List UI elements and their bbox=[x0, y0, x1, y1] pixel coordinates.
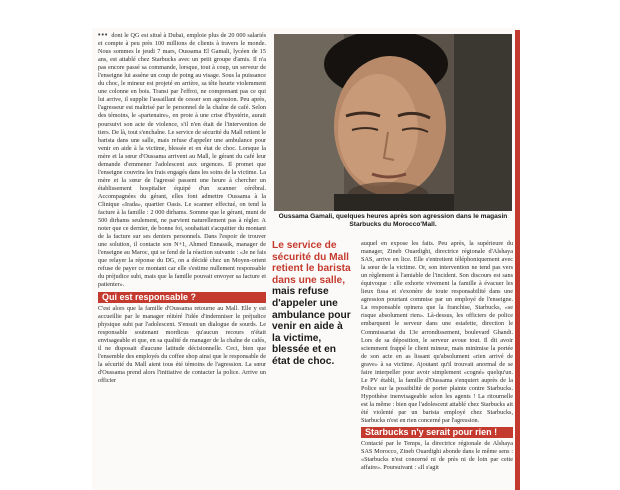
pull-quote-black: mais refuse d'appeler une ambulance pour venir en aide à la victime, blessée et en état de choc. bbox=[272, 286, 351, 367]
portrait-illustration bbox=[274, 34, 512, 211]
article-paragraph-3: auquel en expose les faits. Peu après, la supérieure du manager, Zineb Ouardighi, directrice régionale d'Alshaya SAS, arrive en lice. Elle s'entretient téléphoniquement avec la sœur de la victime. Or, son intervention ne tend pas vers un règlement à l'amiable de l'incident. Son discours est sans équivoque : elle exhorte vivement la famille à évacuer les lieux fissa et s'exonère de toute responsabilité dans une agression pourtant commise par un employé de l'enseigne. La responsable opinera que la franchise, Starbucks, «se risque absolument rien». Là-dessus, les officiers de police embarquent le serveur dans une estafette, direction le Commissariat du 13e arrondissement, boulevard Ghandi. Lors de sa déposition, le serveur avoue tout. Il dit avoir sciemment frappé le client mineur, mais minimise la portée de son acte en as lissant qu'absolument «rien arrivé de grave» à sa victime. Ajoutant qu'il trouvait anormal de se faire interpeller pour avoir simplement «cogné» quelqu'un. Le PV établi, la famille d'Oussama s'enquiert auprès de la Police sur la possibilité de porter plainte contre Starbucks. Hypothèse inenvisageable selon les agents ! La ritournelle est la même : bien que l'adolescent attablé chez Starbucks ait été violenté par un barista employé chez Starbucks, Starbucks n'est en rien concerné par l'agression. bbox=[361, 240, 513, 425]
pull-quote bbox=[272, 240, 354, 368]
continuation-dots: ••• bbox=[98, 32, 109, 39]
section-heading-responsible: Qui est responsable ? bbox=[98, 292, 266, 303]
pull-quote-red: Le service de sécurité du Mall retient le barista dans une salle, bbox=[272, 240, 351, 286]
section-heading-starbucks: Starbucks n'y serait pour rien ! bbox=[361, 427, 513, 438]
page-edge-accent bbox=[515, 30, 520, 490]
photo-caption: Oussama Gamali, quelques heures après son agression dans le magasin Starbucks du Morocco'Mall. bbox=[278, 213, 508, 228]
article-paragraph-4: Contacté par le Temps, la directrice régionale de Alshaya SAS Morocco, Zineb Ouardighi abonde dans le même sens : «Starbucks n'est concerné ni de près ni de loin par cette affaire». Poursuivant : «Il s'agit bbox=[361, 440, 513, 472]
article-paragraph bbox=[98, 32, 266, 290]
article-column-right bbox=[361, 240, 513, 488]
article-column-left bbox=[98, 32, 266, 488]
article-text-1: dont le QG est situé à Dubaï, emploie plus de 20 000 salariés et compte à peu près 100 millions de clients à travers le monde. Nous sommes le jeudi 7 mars, Oussama El Gamali, lycéen de 15 ans, est attablé chez Starbucks avec un petit groupe d'amis. Il n'a pas encore passé sa commande, lorsque, tout à coup, un serveur de l'enseigne lui assène un coup de poing au visage. Sous la puissance du choc, le mineur est projeté en arrière, sa tête heurte violemment une colonne en bois. Transi par l'effroi, ne comprenant pas ce qui lui arrive, il supplie l'assaillant de cesser son agression. Peu après, l'agresseur est maîtrisé par le personnel de la chaîne de café. Selon des témoins, le «partenaire», en proie à une crise d'hystérie, aurait poursuivi son acte de violence, s'il n'en était de l'intervention de tiers. De là, tout s'enchaîne. Le service de sécurité du Mall retient le barista dans une salle, mais refuse d'appeler une ambulance pour venir en aide à la victime, blessée et en état de choc. Lorsque la mère et la sœur d'Oussama arrivent au Mall, le gérant du café leur demande d'emmener l'adolescent aux urgences. Il promet que l'enseigne couvrira les frais engagés dans les soins de la victime. La mère et la sœur de l'agressé passent une heure à chercher un établissement hospitalier équipé d'un scanner cérébral. Accompagnées du gérant, elles font admettre Oussama à la Clinique «Irada», quartier Oasis. Le scanner effectué, on tend la facture à la famille : 2 000 dirhams. Somme que le gérant, muni de 500 dirhams seulement, ne parvient naturellement pas à régler. A noter que ce dernier, de bonne foi, souhaitait s'acquitter du montant de la facture sur ses deniers personnels. Dans l'espoir de trouver une solution, il contacte son N+1, Ahmed Ennassik, manager de l'enseigne au Maroc, qui se fend de la réaction suivante : «Je ne fais que relayer la réponse du DG, on a décidé chez un Moyen-orient refuse de payer ce montant car elle s'estime nullement responsable du préjudice subi, mais que la famille pouvait envoyer sa facture et patienter». bbox=[98, 32, 266, 289]
article-paragraph-2: C'est alors que la famille d'Oussama retourne au Mall. Elle y est accueillie par le manager réitéré l'idée d'indemniser le préjudice physique subi par l'adolescent. S'ensuit un dialogue de sourds. Le responsable soutenant mordicus qu'aucun recours n'était envisageable et que, en sa qualité de manager de la chaîne de cafés, il ne disposait d'aucune latitude décisionnelle. Ceci, bien que l'ensemble des employés du coffee shop ainsi que le responsable de la sécurité du Mall aient tous été témoins de l'agression. La sœur d'Oussama prend alors l'initiative de contacter la police. Arrive un officier bbox=[98, 304, 266, 384]
victim-photo bbox=[274, 34, 512, 211]
